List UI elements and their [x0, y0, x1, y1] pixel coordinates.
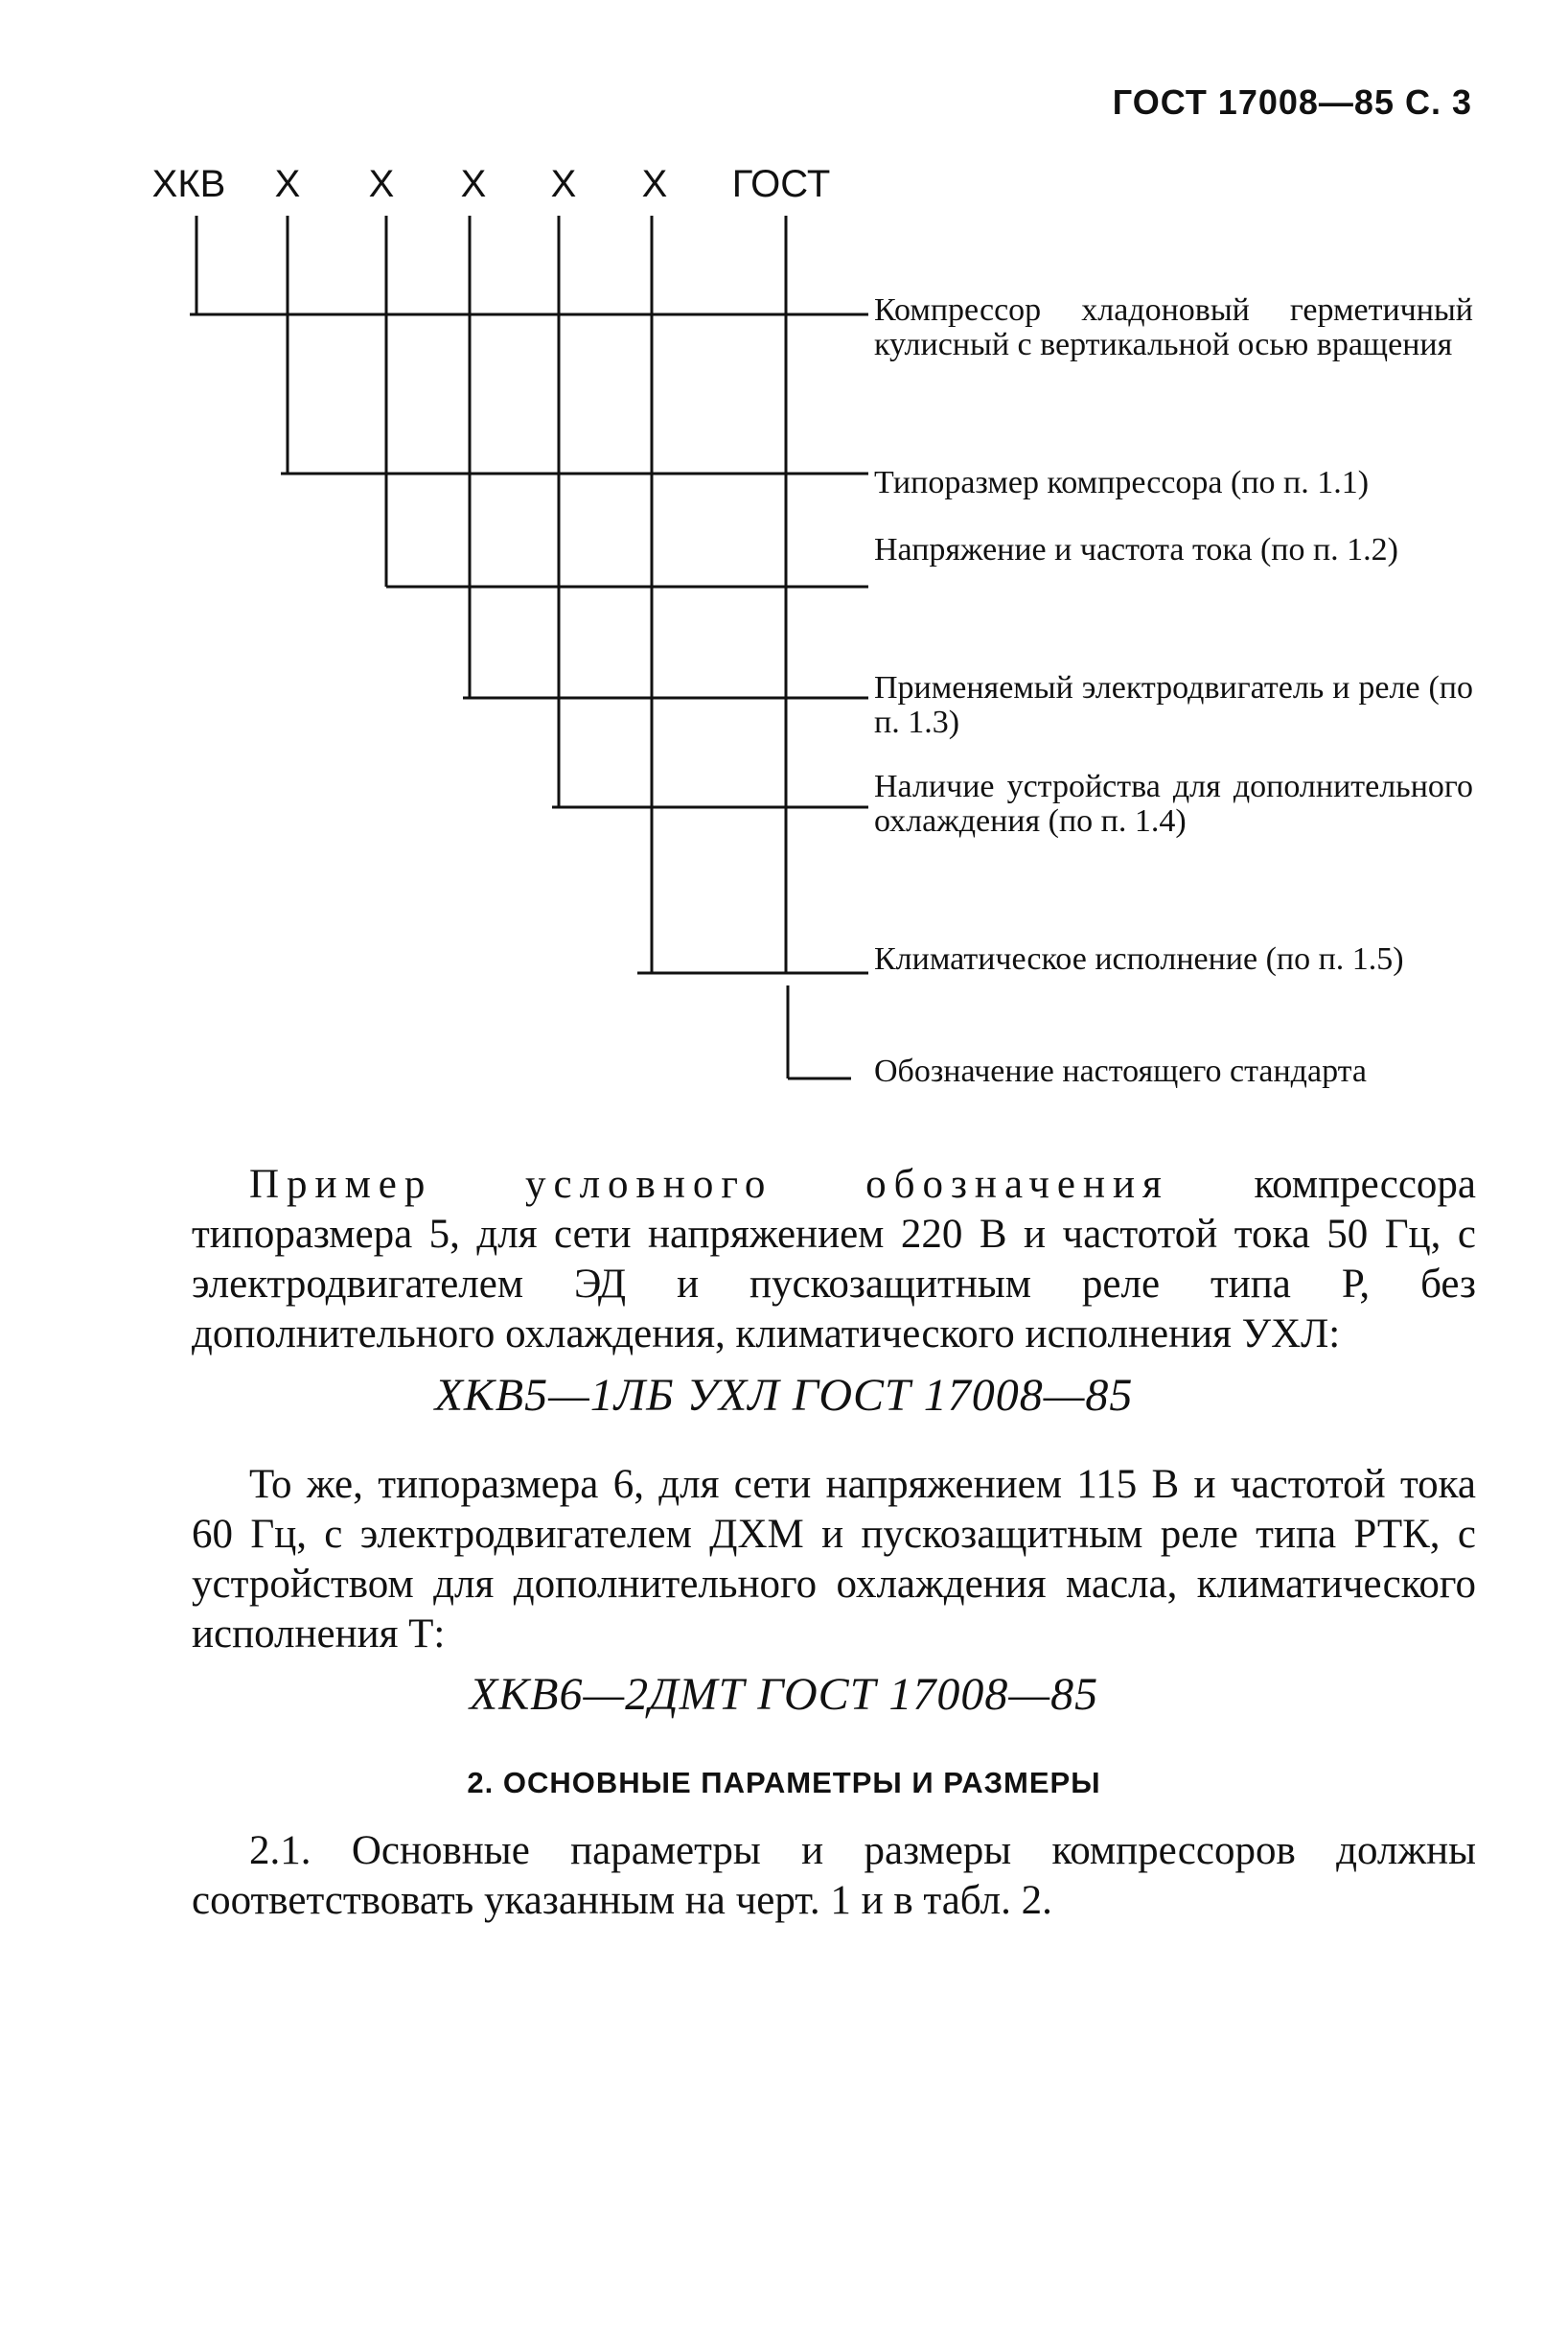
designation-scheme: [0, 0, 1568, 1131]
desc-motor: Применяемый электродвигатель и реле (по п. 1.3): [874, 670, 1473, 740]
code-part-gost: ГОСТ: [731, 163, 831, 205]
desc-standard: Обозначение настоящего стандарта: [874, 1054, 1367, 1089]
code-part-x2: Х: [368, 163, 395, 205]
page-header: ГОСТ 17008—85 С. 3: [1112, 82, 1472, 122]
desc-cooling: Наличие устройства для дополнительного охлаждения (по п. 1.4): [874, 769, 1473, 839]
example-lead: Пример условного обозначения: [249, 1162, 1169, 1207]
code-part-x3: Х: [460, 163, 487, 205]
example-text-1: компрессора типоразмера 5, для сети напряжением 220 В и частотой тока 50 Гц, с электродвигателем ЭД и пускозащитным реле типа Р, без дополнительного охлаждения, климатического исполнения УХЛ:: [192, 1162, 1476, 1356]
example-paragraph-2: То же, типоразмера 6, для сети напряжением 115 В и частотой тока 60 Гц, с электродвигателем ДХМ и пускозащитным реле типа РТК, с устройством для дополнительного охлаждения масла, климатического исполнения Т:: [192, 1462, 1476, 1657]
section-paragraph: 2.1. Основные параметры и размеры компрессоров должны соответствовать указанным на черт. 1 и в табл. 2.: [192, 1828, 1476, 1923]
code-part-xkv: ХКВ: [151, 163, 226, 205]
code-part-x5: Х: [641, 163, 668, 205]
code-part-x1: Х: [274, 163, 301, 205]
example-code-2: ХКВ6—2ДМТ ГОСТ 17008—85: [469, 1669, 1099, 1720]
desc-climate: Климатическое исполнение (по п. 1.5): [874, 941, 1404, 977]
section-heading: 2. ОСНОВНЫЕ ПАРАМЕТРЫ И РАЗМЕРЫ: [467, 1766, 1101, 1799]
code-part-x4: Х: [550, 163, 577, 205]
desc-voltage: Напряжение и частота тока (по п. 1.2): [874, 532, 1398, 568]
example-paragraph-1: [192, 1160, 1476, 1359]
desc-size: Типоразмер компрессора (по п. 1.1): [874, 465, 1370, 500]
desc-compressor-type: Компрессор хладоновый герметичный кулисный с вертикальной осью вращения: [874, 292, 1473, 362]
example-code-1: ХКВ5—1ЛБ УХЛ ГОСТ 17008—85: [434, 1370, 1134, 1421]
